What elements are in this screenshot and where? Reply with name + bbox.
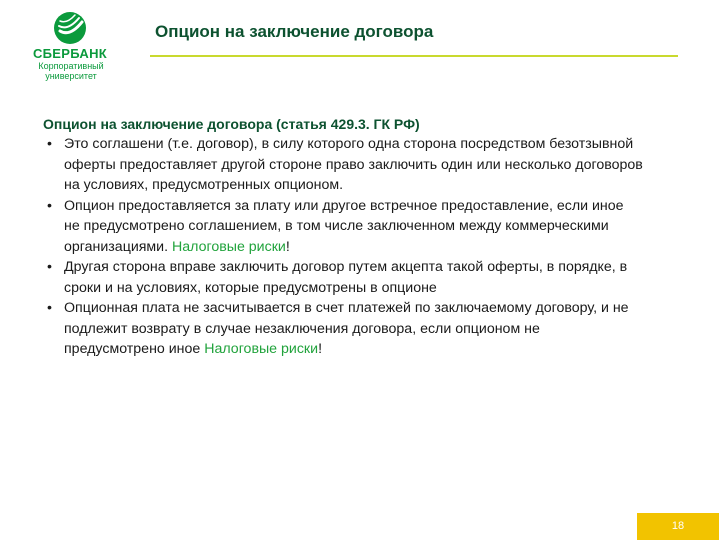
logo-subtitle-line2: университет — [45, 71, 97, 81]
bullet-marker: • — [47, 136, 52, 152]
tax-risk-highlight: Налоговые риски — [204, 341, 319, 357]
bullet-list — [43, 134, 643, 360]
content-subtitle: Опцион на заключение договора (статья 429.3. ГК РФ) — [43, 116, 420, 132]
bullet-item — [43, 196, 643, 258]
page-number-badge: 18 — [637, 513, 719, 540]
bullet-suffix: ! — [318, 341, 323, 357]
slide-content — [43, 114, 643, 360]
logo-subtitle-line1: Корпоративный — [38, 61, 104, 71]
tax-risk-highlight: Налоговые риски — [172, 238, 286, 255]
bullet-marker: • — [47, 197, 52, 214]
bullet-marker: • — [47, 300, 52, 316]
logo-name: СБЕРБАНК — [32, 46, 108, 61]
slide-title: Опцион на заключение договора — [155, 22, 434, 41]
bullet-text: Другая сторона вправе заключить договор путем акцепта такой оферты, в порядке, в сроки и на условиях, которые предусмотрены в опционе — [64, 259, 628, 296]
bullet-marker: • — [47, 259, 52, 275]
bullet-suffix: ! — [285, 238, 290, 255]
bullet-text: Это соглашени (т.е. договор), в силу которого одна сторона посредством безотзывной оферты предоставляет другой стороне право заключить один или несколько договоров на условиях, предусмотренных опционом. — [64, 136, 643, 193]
logo-subtitle — [35, 61, 107, 81]
bullet-item — [43, 134, 643, 196]
sberbank-emblem-icon — [52, 10, 88, 46]
sberbank-logo — [25, 10, 115, 80]
bullet-item — [43, 298, 643, 360]
title-divider — [150, 55, 678, 57]
bullet-item — [43, 257, 643, 298]
bullet-text: Опцион предоставляется за плату или другое встречное предоставление, если иное не предусмотрено соглашением, в том числе заключенном между коммерческими организациями. — [64, 197, 624, 255]
bullet-text: Опционная плата не засчитывается в счет платежей по заключаемому договору, и не подлежит возврату в случае незаключения договора, если опционом не предусмотрено иное — [64, 300, 629, 357]
